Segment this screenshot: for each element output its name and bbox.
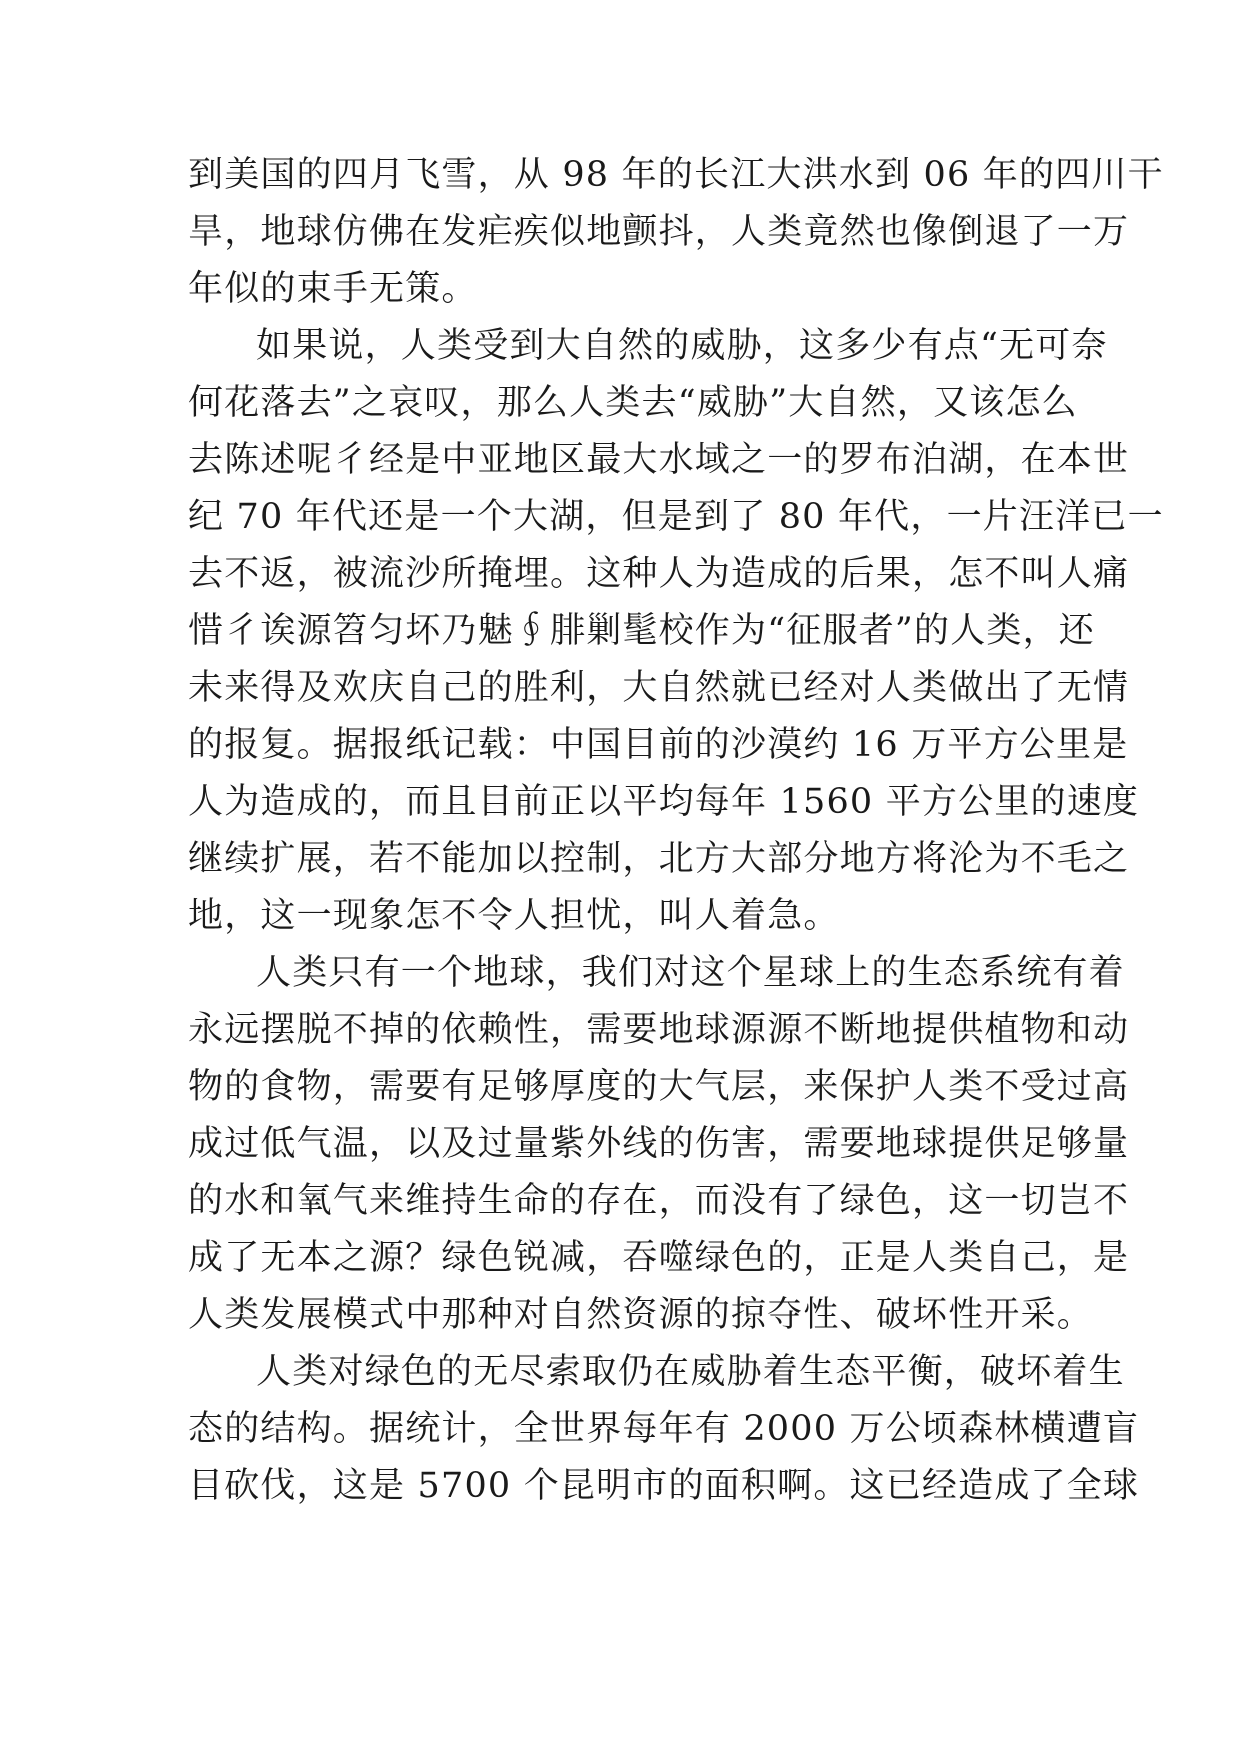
- text-line: 地，这一现象怎不令人担忧，叫人着急。: [188, 896, 840, 936]
- text-line: 态的结构。据统计，全世界每年有 2000 万公顷森林横遭盲: [188, 1409, 1140, 1449]
- text-line: 人类发展模式中那种对自然资源的掠夺性、破坏性开采。: [188, 1295, 1094, 1335]
- text-line: 去陈述呢彳经是中亚地区最大水域之一的罗布泊湖，在本世: [188, 440, 1130, 480]
- text-line: 成过低气温，以及过量紫外线的伤害，需要地球提供足够量: [188, 1124, 1130, 1164]
- text-line: 的报复。据报纸记载：中国目前的沙漠约 16 万平方公里是: [188, 725, 1129, 765]
- text-line: 人为造成的，而且目前正以平均每年 1560 平方公里的速度: [188, 782, 1140, 822]
- text-line-paragraph-start: 如果说，人类受到大自然的威胁，这多少有点“无可奈: [256, 326, 1108, 366]
- text-line: 继续扩展，若不能加以控制，北方大部分地方将沦为不毛之: [188, 839, 1130, 879]
- text-line: 目砍伐，这是 5700 个昆明市的面积啊。这已经造成了全球: [188, 1466, 1140, 1506]
- text-line-paragraph-start: 人类对绿色的无尽索取仍在威胁着生态平衡，破坏着生: [256, 1352, 1125, 1392]
- body-text: [188, 147, 1164, 1515]
- text-line-paragraph-start: 人类只有一个地球，我们对这个星球上的生态系统有着: [256, 953, 1125, 993]
- text-line: 何花落去”之哀叹，那么人类去“威胁”大自然，又该怎么: [188, 383, 1078, 423]
- text-line: 去不返，被流沙所掩埋。这种人为造成的后果，怎不叫人痛: [188, 554, 1130, 594]
- text-line: 纪 70 年代还是一个大湖，但是到了 80 年代，一片汪洋已一: [188, 497, 1164, 537]
- text-line: 的水和氧气来维持生命的存在，而没有了绿色，这一切岂不: [188, 1181, 1130, 1221]
- text-line: 成了无本之源？绿色锐减，吞噬绿色的，正是人类自己，是: [188, 1238, 1130, 1278]
- text-line: 旱，地球仿佛在发疟疾似地颤抖，人类竟然也像倒退了一万: [188, 212, 1130, 252]
- text-line: 永远摆脱不掉的依赖性，需要地球源源不断地提供植物和动: [188, 1010, 1130, 1050]
- text-line: 惜彳诶源笤匀坏乃魅∮腓剿髦校作为“征服者”的人类，还: [188, 611, 1095, 651]
- text-line: 到美国的四月飞雪，从 98 年的长江大洪水到 06 年的四川干: [188, 155, 1164, 195]
- text-line: 物的食物，需要有足够厚度的大气层，来保护人类不受过高: [188, 1067, 1130, 1107]
- text-line: 年似的束手无策。: [188, 269, 478, 309]
- text-line: 未来得及欢庆自己的胜利，大自然就已经对人类做出了无情: [188, 668, 1130, 708]
